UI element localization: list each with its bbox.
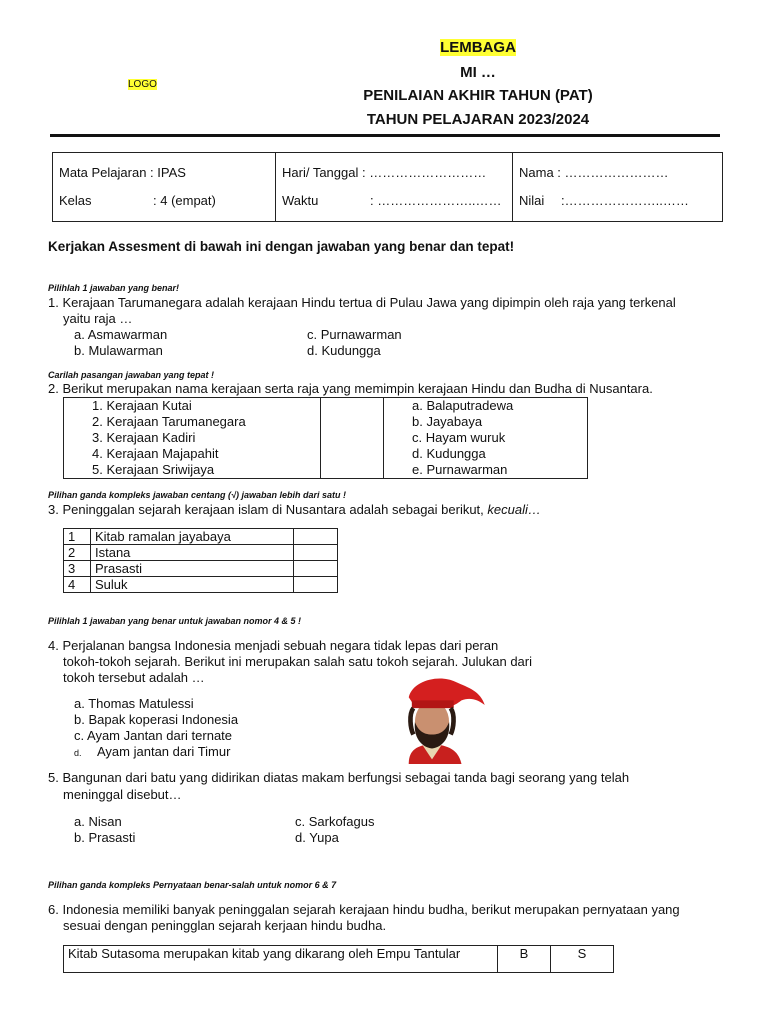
statement: Kitab Sutasoma merupakan kitab yang dikarang oleh Empu Tantular xyxy=(64,946,498,973)
q1-option-b[interactable]: b. Mulawarman xyxy=(74,343,163,358)
q2-matching-table xyxy=(63,397,588,479)
q4-option-d[interactable] xyxy=(74,744,230,759)
king-item: d. Kudungga xyxy=(412,446,486,461)
table-row xyxy=(64,545,338,561)
q2-text: 2. Berikut merupakan nama kerajaan serta raja yang memimpin kerajaan Hindu dan Budha di Nusantara. xyxy=(48,381,653,396)
time-field[interactable]: : …………………..…… xyxy=(370,193,502,208)
table-row xyxy=(64,561,338,577)
q1-option-d[interactable]: d. Kudungga xyxy=(307,343,381,358)
option-text: Ayam jantan dari Timur xyxy=(97,744,231,759)
row-number: 3 xyxy=(64,561,91,577)
school-name: MI … xyxy=(460,64,496,81)
kingdom-item: 4. Kerajaan Majapahit xyxy=(92,446,219,461)
checkbox-cell[interactable] xyxy=(294,561,338,577)
table-row xyxy=(64,946,614,973)
q3-table xyxy=(63,528,338,593)
q3-text-emphasis: kecuali… xyxy=(487,502,541,517)
king-item: b. Jayabaya xyxy=(412,414,483,429)
q1-text-cont: yaitu raja … xyxy=(63,311,133,326)
row-item: Prasasti xyxy=(91,561,294,577)
q6-text: 6. Indonesia memiliki banyak peninggalan sejarah kerajaan hindu budha, berikut merupakan pernyataan yang xyxy=(48,902,680,917)
q6-true-false-table xyxy=(63,945,614,973)
q4-option-b[interactable]: b. Bapak koperasi Indonesia xyxy=(74,712,239,727)
class-value: : 4 (empat) xyxy=(153,193,216,208)
king-item: e. Purnawarman xyxy=(412,462,508,477)
table-row xyxy=(64,529,338,545)
time-label: Waktu xyxy=(282,193,319,208)
row-item: Suluk xyxy=(91,577,294,593)
row-number: 1 xyxy=(64,529,91,545)
q3-text xyxy=(48,502,541,517)
kingdom-item: 2. Kerajaan Tarumanegara xyxy=(92,414,246,429)
q4-text-cont: tokoh-tokoh sejarah. Berikut ini merupakan salah satu tokoh sejarah. Julukan dari xyxy=(63,654,532,669)
subject: Mata Pelajaran : IPAS xyxy=(59,165,186,180)
date-field[interactable]: Hari/ Tanggal : ……………………… xyxy=(282,165,487,180)
kingdom-list xyxy=(64,398,321,479)
logo-placeholder: LOGO xyxy=(128,79,157,90)
row-number: 2 xyxy=(64,545,91,561)
false-option[interactable]: S xyxy=(551,946,614,973)
score-label: Nilai xyxy=(519,193,545,208)
row-number: 4 xyxy=(64,577,91,593)
table-row xyxy=(64,577,338,593)
q5-option-b[interactable]: b. Prasasti xyxy=(74,830,136,845)
checkbox-cell[interactable] xyxy=(294,529,338,545)
lembaga-heading: LEMBAGA xyxy=(440,39,516,56)
info-col-subject xyxy=(53,153,276,222)
q5-text-cont: meninggal disebut… xyxy=(63,787,182,802)
q1-option-c[interactable]: c. Purnawarman xyxy=(307,327,402,342)
school-year: TAHUN PELAJARAN 2023/2024 xyxy=(366,111,590,128)
q5-option-c[interactable]: c. Sarkofagus xyxy=(295,814,375,829)
kingdom-item: 1. Kerajaan Kutai xyxy=(92,398,192,413)
king-item: c. Hayam wuruk xyxy=(412,430,506,445)
student-info-table xyxy=(52,152,723,222)
q6-label: Pilihan ganda kompleks Pernyataan benar-salah untuk nomor 6 & 7 xyxy=(48,880,337,890)
true-option[interactable]: B xyxy=(498,946,551,973)
checkbox-cell[interactable] xyxy=(294,577,338,593)
name-field[interactable]: Nama : …………………… xyxy=(519,165,669,180)
q6-text-cont: sesuai dengan peningglan sejarah kerjaan hindu budha. xyxy=(63,918,387,933)
info-col-name xyxy=(513,153,723,222)
option-letter: d. xyxy=(74,748,82,758)
historical-figure-portrait xyxy=(362,674,502,764)
row-item: Istana xyxy=(91,545,294,561)
row-item: Kitab ramalan jayabaya xyxy=(91,529,294,545)
header-divider xyxy=(50,134,720,137)
q3-text-main: 3. Peninggalan sejarah kerajaan islam di Nusantara adalah sebagai berikut, xyxy=(48,502,488,517)
answer-column[interactable] xyxy=(321,398,384,479)
kingdom-item: 5. Kerajaan Sriwijaya xyxy=(92,462,215,477)
info-col-date xyxy=(276,153,513,222)
q5-option-a[interactable]: a. Nisan xyxy=(74,814,122,829)
q5-text: 5. Bangunan dari batu yang didirikan diatas makam berfungsi sebagai tanda bagi seorang yang telah xyxy=(48,770,630,785)
score-field[interactable]: :…………………..…… xyxy=(561,193,689,208)
q5-option-d[interactable]: d. Yupa xyxy=(295,830,339,845)
q1-text: 1. Kerajaan Tarumanegara adalah kerajaan Hindu tertua di Pulau Jawa yang dipimpin oleh raja yang terkenal xyxy=(48,295,676,310)
kingdom-item: 3. Kerajaan Kadiri xyxy=(92,430,196,445)
q1-option-a[interactable]: a. Asmawarman xyxy=(74,327,168,342)
checkbox-cell[interactable] xyxy=(294,545,338,561)
class-label: Kelas xyxy=(59,193,92,208)
q4-text: 4. Perjalanan bangsa Indonesia menjadi sebuah negara tidak lepas dari peran xyxy=(48,638,499,653)
q1-label: Pilihlah 1 jawaban yang benar! xyxy=(48,283,180,293)
king-list xyxy=(384,398,588,479)
q2-label: Carilah pasangan jawaban yang tepat ! xyxy=(48,370,215,380)
q3-label: Pilihan ganda kompleks jawaban centang (√) jawaban lebih dari satu ! xyxy=(48,490,347,500)
q4-option-a[interactable]: a. Thomas Matulessi xyxy=(74,696,194,711)
instruction: Kerjakan Assesment di bawah ini dengan jawaban yang benar dan tepat! xyxy=(48,239,515,254)
king-item: a. Balaputradewa xyxy=(412,398,514,413)
exam-title: PENILAIAN AKHIR TAHUN (PAT) xyxy=(363,87,593,104)
q4-option-c[interactable]: c. Ayam Jantan dari ternate xyxy=(74,728,233,743)
q45-label: Pilihlah 1 jawaban yang benar untuk jawaban nomor 4 & 5 ! xyxy=(48,616,302,626)
q4-text-cont2: tokoh tersebut adalah … xyxy=(63,670,205,685)
